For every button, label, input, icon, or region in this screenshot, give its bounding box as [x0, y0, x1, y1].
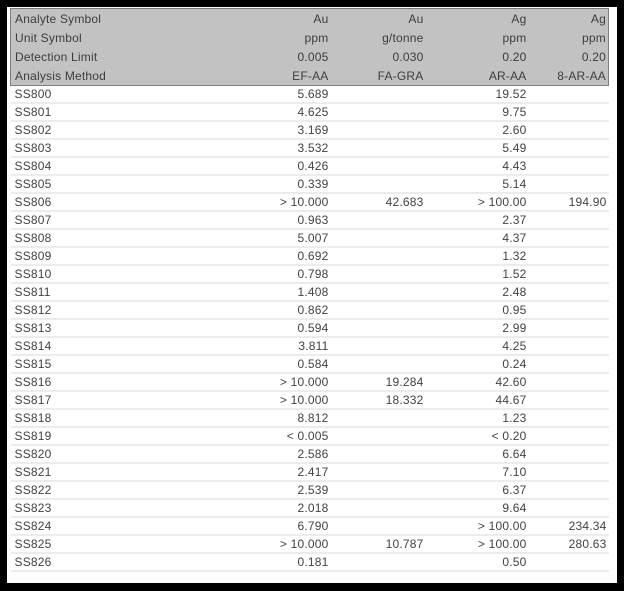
- result-value: [529, 409, 609, 427]
- result-value: 280.63: [529, 535, 609, 553]
- result-value: 4.625: [196, 103, 331, 121]
- result-value: 4.25: [426, 337, 529, 355]
- result-value: [529, 211, 609, 229]
- result-value: [331, 445, 426, 463]
- result-value: 6.37: [426, 481, 529, 499]
- result-value: 0.692: [196, 247, 331, 265]
- sample-id: SS813: [11, 319, 196, 337]
- result-value: [331, 86, 426, 104]
- result-value: 1.32: [426, 247, 529, 265]
- header-row-label: Unit Symbol: [15, 30, 82, 45]
- table-row: [11, 301, 609, 319]
- header-value: g/tonne: [382, 30, 424, 45]
- header-value: Au: [313, 11, 329, 26]
- table-row: [11, 391, 609, 409]
- sample-id: SS820: [11, 445, 196, 463]
- result-value: 10.787: [331, 535, 426, 553]
- result-value: [331, 229, 426, 247]
- result-value: 4.37: [426, 229, 529, 247]
- table-row: [11, 409, 609, 427]
- result-value: < 0.20: [426, 427, 529, 445]
- result-value: 2.539: [196, 481, 331, 499]
- result-value: 3.532: [196, 139, 331, 157]
- sample-id: SS810: [11, 265, 196, 283]
- report-page: [7, 7, 617, 583]
- result-value: 5.49: [426, 139, 529, 157]
- result-value: [529, 139, 609, 157]
- table-row: [11, 283, 609, 301]
- result-value: [529, 86, 609, 104]
- sample-id: SS821: [11, 463, 196, 481]
- result-value: 2.99: [426, 319, 529, 337]
- result-value: 2.586: [196, 445, 331, 463]
- result-value: 2.417: [196, 463, 331, 481]
- result-value: [529, 373, 609, 391]
- result-value: 1.23: [426, 409, 529, 427]
- table-row: [11, 139, 609, 157]
- assay-table-body: [11, 86, 609, 572]
- table-row: [11, 427, 609, 445]
- sample-id: SS818: [11, 409, 196, 427]
- result-value: 9.64: [426, 499, 529, 517]
- header-row-label: Analysis Method: [15, 68, 107, 83]
- sample-id: SS802: [11, 121, 196, 139]
- result-value: [331, 553, 426, 571]
- table-row: [11, 86, 609, 104]
- result-value: [331, 121, 426, 139]
- result-value: 0.339: [196, 175, 331, 193]
- result-value: [331, 157, 426, 175]
- header-row-analysis-method: [11, 66, 609, 86]
- result-value: 4.43: [426, 157, 529, 175]
- result-value: [331, 211, 426, 229]
- result-value: 19.284: [331, 373, 426, 391]
- header-value: ppm: [582, 30, 606, 45]
- sample-id: SS801: [11, 103, 196, 121]
- result-value: 0.426: [196, 157, 331, 175]
- result-value: [529, 499, 609, 517]
- table-row: [11, 229, 609, 247]
- assay-results-table: [10, 8, 609, 572]
- sample-id: SS816: [11, 373, 196, 391]
- sample-id: SS826: [11, 553, 196, 571]
- result-value: [529, 553, 609, 571]
- result-value: > 10.000: [196, 193, 331, 211]
- result-value: 8.812: [196, 409, 331, 427]
- result-value: [529, 319, 609, 337]
- result-value: [529, 121, 609, 139]
- header-value: ppm: [304, 30, 329, 45]
- header-value: 0.005: [297, 49, 329, 64]
- sample-id: SS808: [11, 229, 196, 247]
- result-value: [331, 103, 426, 121]
- sample-id: SS805: [11, 175, 196, 193]
- result-value: 1.52: [426, 265, 529, 283]
- header-row-unit-symbol: [11, 28, 609, 47]
- result-value: [529, 157, 609, 175]
- header-value: ppm: [502, 30, 527, 45]
- result-value: [331, 499, 426, 517]
- header-value: AR-AA: [488, 68, 527, 83]
- header-value: 8-AR-AA: [557, 68, 606, 83]
- result-value: [529, 481, 609, 499]
- result-value: > 100.00: [426, 193, 529, 211]
- result-value: 0.181: [196, 553, 331, 571]
- table-row: [11, 193, 609, 211]
- result-value: 2.48: [426, 283, 529, 301]
- result-value: 7.10: [426, 463, 529, 481]
- sample-id: SS817: [11, 391, 196, 409]
- result-value: [529, 427, 609, 445]
- result-value: 0.24: [426, 355, 529, 373]
- result-value: [331, 337, 426, 355]
- result-value: [529, 247, 609, 265]
- sample-id: SS815: [11, 355, 196, 373]
- header-row-detection-limit: [11, 47, 609, 66]
- result-value: [331, 409, 426, 427]
- sample-id: SS807: [11, 211, 196, 229]
- result-value: 234.34: [529, 517, 609, 535]
- table-row: [11, 463, 609, 481]
- result-value: [529, 175, 609, 193]
- sample-id: SS822: [11, 481, 196, 499]
- result-value: 194.90: [529, 193, 609, 211]
- sample-id: SS812: [11, 301, 196, 319]
- table-row: [11, 157, 609, 175]
- result-value: 0.95: [426, 301, 529, 319]
- result-value: [331, 265, 426, 283]
- sample-id: SS825: [11, 535, 196, 553]
- result-value: 0.594: [196, 319, 331, 337]
- table-row: [11, 481, 609, 499]
- table-row: [11, 517, 609, 535]
- header-row-analyte-symbol: [11, 9, 609, 29]
- table-row: [11, 121, 609, 139]
- result-value: [331, 175, 426, 193]
- result-value: 0.584: [196, 355, 331, 373]
- result-value: > 10.000: [196, 535, 331, 553]
- sample-id: SS814: [11, 337, 196, 355]
- sample-id: SS811: [11, 283, 196, 301]
- result-value: [331, 481, 426, 499]
- table-row: [11, 103, 609, 121]
- result-value: > 100.00: [426, 535, 529, 553]
- result-value: < 0.005: [196, 427, 331, 445]
- result-value: 5.007: [196, 229, 331, 247]
- header-value: 0.20: [581, 49, 606, 64]
- header-value: EF-AA: [292, 68, 329, 83]
- assay-table-header: [11, 9, 609, 86]
- header-row-label: Detection Limit: [15, 49, 98, 64]
- result-value: 2.018: [196, 499, 331, 517]
- result-value: [331, 517, 426, 535]
- result-value: 19.52: [426, 86, 529, 104]
- result-value: 2.37: [426, 211, 529, 229]
- result-value: 5.14: [426, 175, 529, 193]
- sample-id: SS800: [11, 86, 196, 104]
- result-value: 2.60: [426, 121, 529, 139]
- header-value: Ag: [590, 11, 606, 26]
- result-value: [331, 247, 426, 265]
- result-value: > 10.000: [196, 373, 331, 391]
- table-row: [11, 445, 609, 463]
- header-row-label: Analyte Symbol: [15, 11, 102, 26]
- sample-id: SS824: [11, 517, 196, 535]
- result-value: [529, 229, 609, 247]
- result-value: 6.790: [196, 517, 331, 535]
- header-value: Au: [408, 11, 424, 26]
- sample-id: SS819: [11, 427, 196, 445]
- sample-id: SS804: [11, 157, 196, 175]
- header-value: FA-GRA: [377, 68, 424, 83]
- result-value: [529, 391, 609, 409]
- result-value: 5.689: [196, 86, 331, 104]
- result-value: 3.169: [196, 121, 331, 139]
- result-value: [331, 283, 426, 301]
- sample-id: SS806: [11, 193, 196, 211]
- result-value: 0.798: [196, 265, 331, 283]
- result-value: 0.862: [196, 301, 331, 319]
- sample-id: SS803: [11, 139, 196, 157]
- result-value: 9.75: [426, 103, 529, 121]
- result-value: [331, 301, 426, 319]
- result-value: 42.60: [426, 373, 529, 391]
- sample-id: SS823: [11, 499, 196, 517]
- table-row: [11, 265, 609, 283]
- result-value: [529, 337, 609, 355]
- table-row: [11, 553, 609, 571]
- result-value: [331, 355, 426, 373]
- header-value: Ag: [511, 11, 527, 26]
- table-row: [11, 211, 609, 229]
- table-row: [11, 535, 609, 553]
- table-row: [11, 355, 609, 373]
- header-value: 0.20: [502, 49, 527, 64]
- result-value: 44.67: [426, 391, 529, 409]
- table-row: [11, 247, 609, 265]
- table-row: [11, 319, 609, 337]
- result-value: 0.963: [196, 211, 331, 229]
- result-value: [529, 463, 609, 481]
- result-value: [331, 427, 426, 445]
- result-value: [331, 139, 426, 157]
- result-value: 18.332: [331, 391, 426, 409]
- result-value: [529, 265, 609, 283]
- table-row: [11, 373, 609, 391]
- result-value: 42.683: [331, 193, 426, 211]
- result-value: > 100.00: [426, 517, 529, 535]
- result-value: 0.50: [426, 553, 529, 571]
- result-value: 1.408: [196, 283, 331, 301]
- table-row: [11, 337, 609, 355]
- sample-id: SS809: [11, 247, 196, 265]
- result-value: [529, 103, 609, 121]
- result-value: [529, 445, 609, 463]
- result-value: [529, 283, 609, 301]
- table-row: [11, 499, 609, 517]
- result-value: [529, 355, 609, 373]
- result-value: [331, 463, 426, 481]
- result-value: [529, 301, 609, 319]
- result-value: [331, 319, 426, 337]
- table-row: [11, 175, 609, 193]
- result-value: 3.811: [196, 337, 331, 355]
- result-value: > 10.000: [196, 391, 331, 409]
- header-value: 0.030: [392, 49, 424, 64]
- result-value: 6.64: [426, 445, 529, 463]
